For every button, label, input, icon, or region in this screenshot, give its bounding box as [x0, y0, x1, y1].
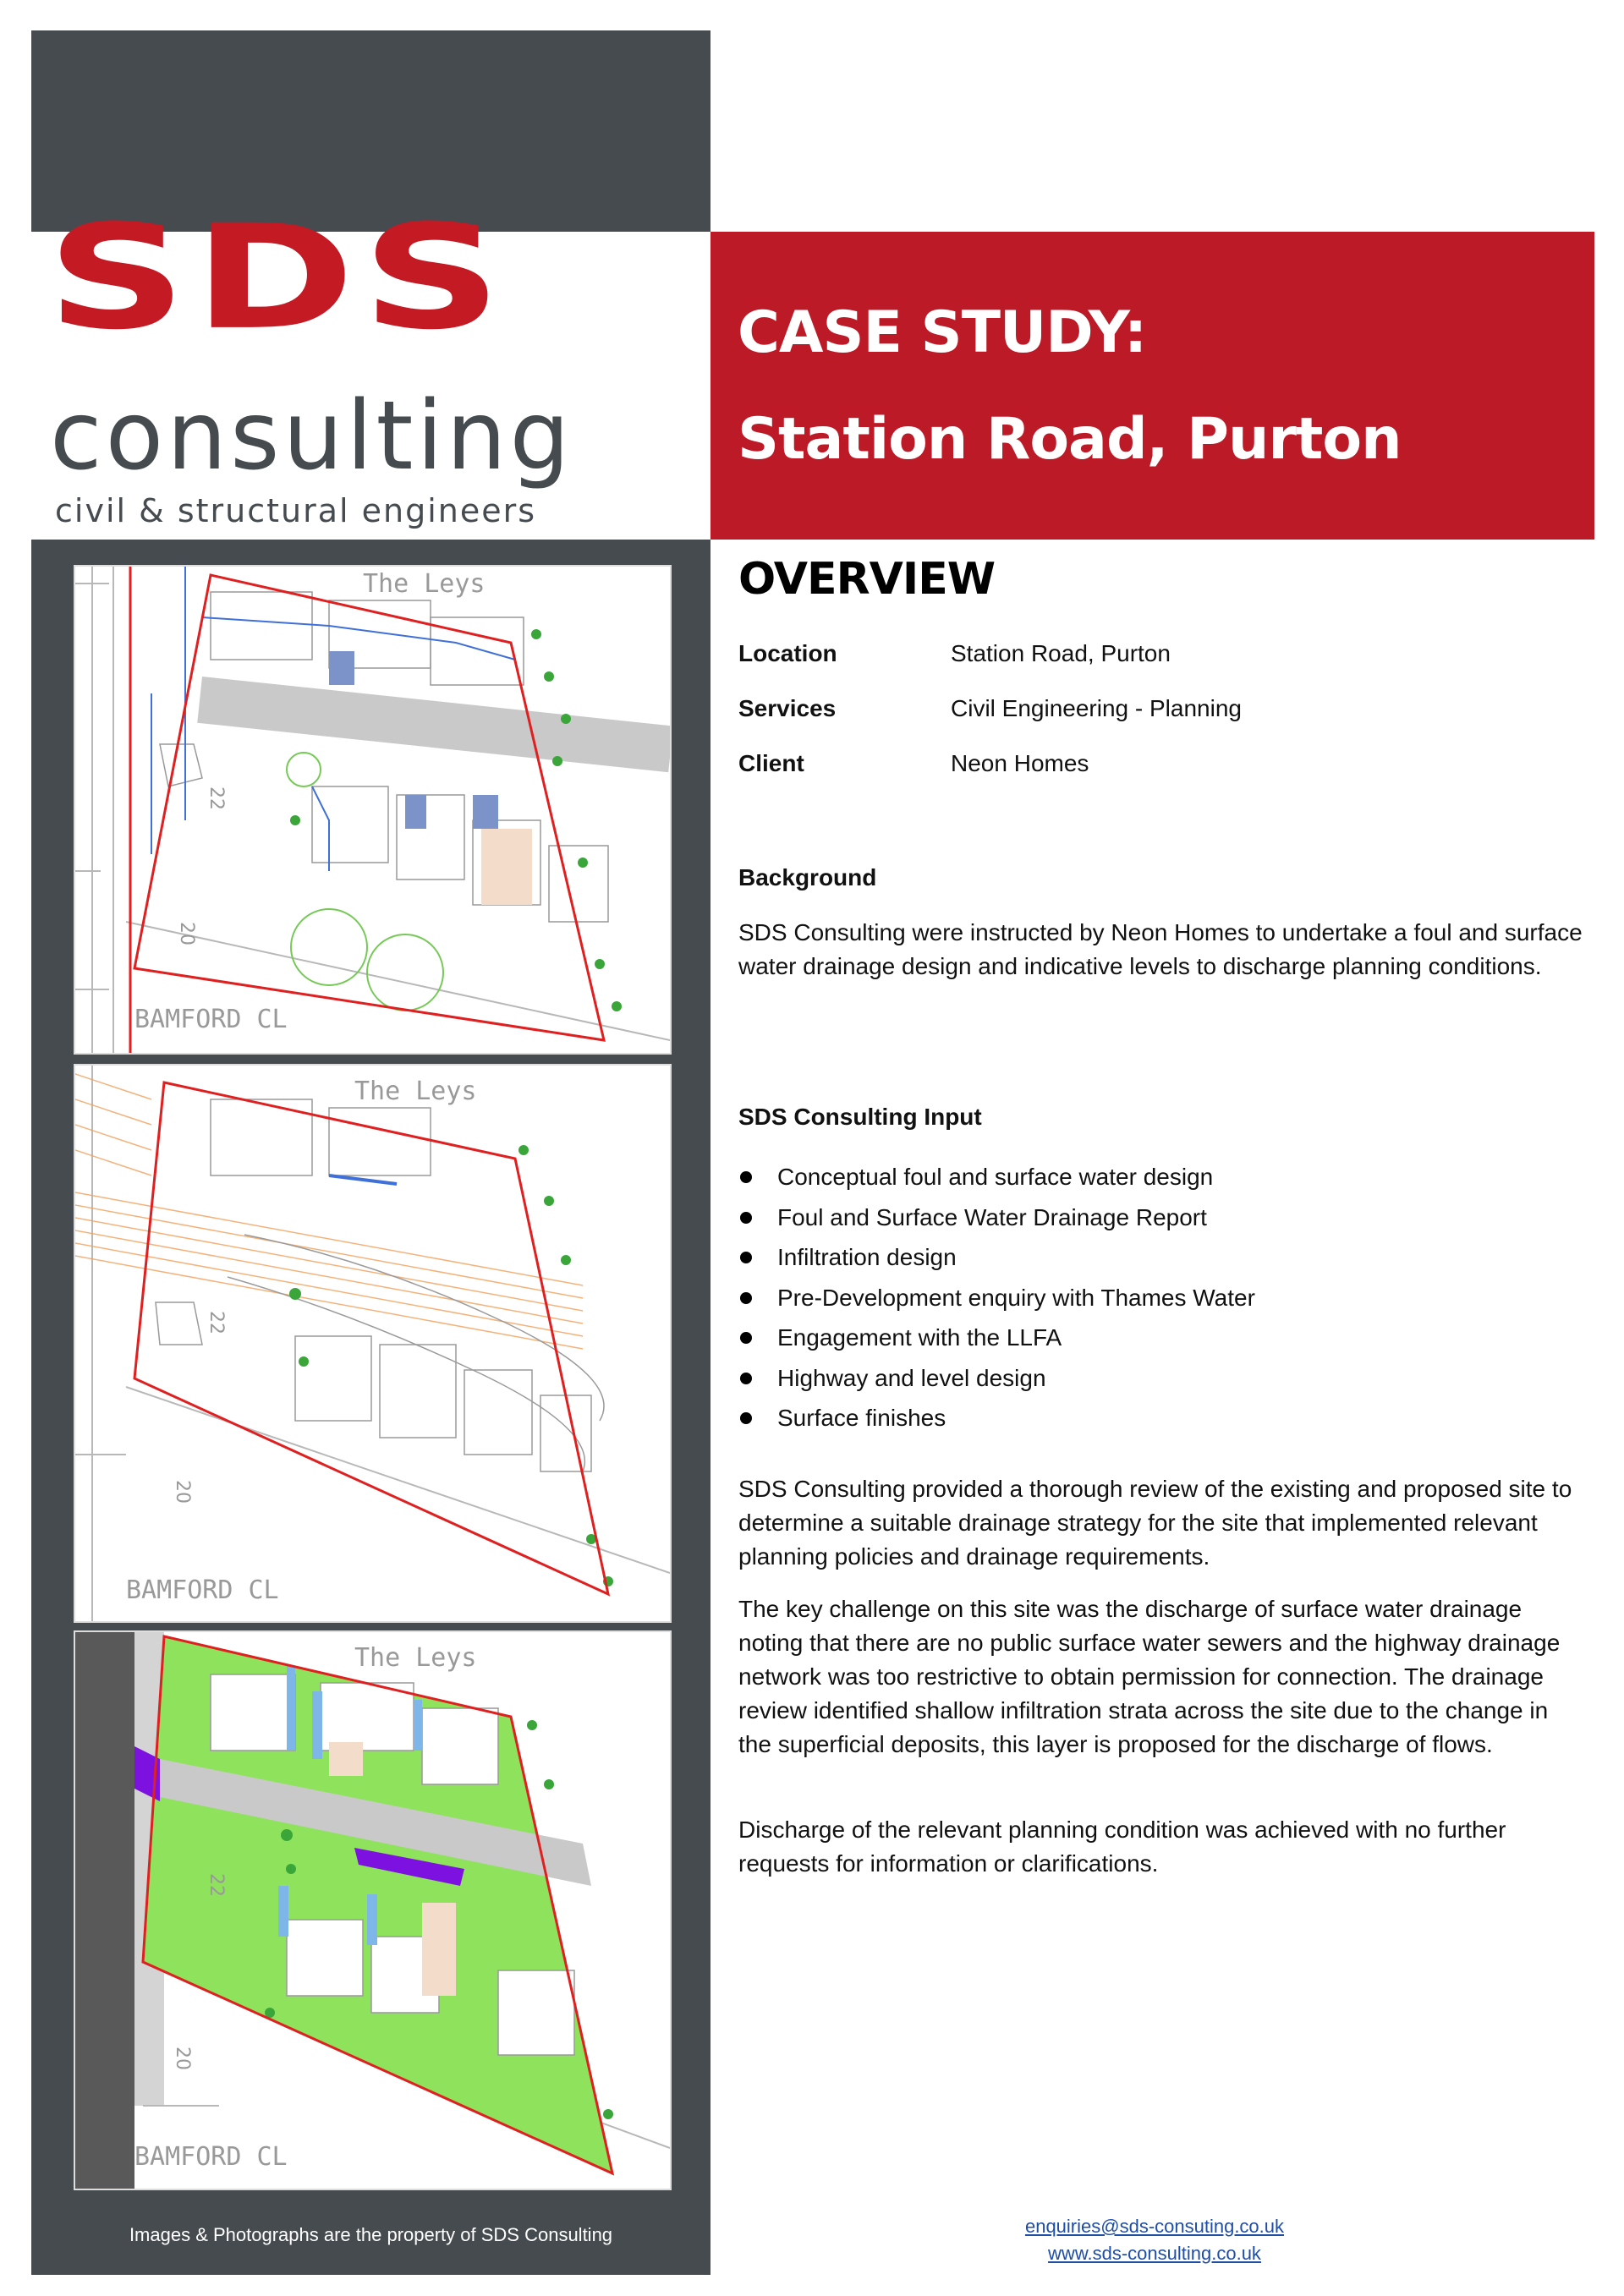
- website-link[interactable]: www.sds-consulting.co.uk: [1048, 2243, 1261, 2264]
- plot-number-22: 22: [206, 1873, 227, 1897]
- background-heading: Background: [738, 864, 877, 890]
- email-link[interactable]: enquiries@sds-consuting.co.uk: [1024, 2216, 1285, 2237]
- site-plan-finishes: [74, 1630, 672, 2190]
- overview-heading: OVERVIEW: [738, 554, 996, 605]
- logo-name: consulting: [50, 381, 573, 491]
- list-item: Surface finishes: [738, 1401, 1255, 1442]
- overview-label: Services: [738, 695, 837, 721]
- logo-brand: SDS: [47, 194, 509, 362]
- list-item: Conceptual foul and surface water design: [738, 1160, 1255, 1201]
- overview-label: Client: [738, 750, 804, 776]
- body-paragraph-challenge: The key challenge on this site was the discharge of surface water drainage noting that there are no public surface water sewers and the highway drainage network was too restrictive to obtain permission for connection. The drainage review identified shallow infiltration strata across the site due to the change in the superficial deposits, this layer is proposed for the discharge of flows.: [738, 1596, 1561, 1757]
- overview-value: Neon Homes: [951, 750, 1089, 776]
- bullet-icon: [740, 1373, 752, 1384]
- list-item: Highway and level design: [738, 1362, 1255, 1402]
- input-list: [738, 1160, 1255, 1442]
- image-credit: Images & Photographs are the property of SDS Consulting: [129, 2224, 613, 2245]
- banner-subtitle: Station Road, Purton: [738, 406, 1402, 473]
- plot-number-22: 22: [206, 1311, 227, 1334]
- site-plan-drainage: [74, 565, 672, 1055]
- bullet-icon: [740, 1332, 752, 1344]
- logo-tagline: civil & structural engineers: [55, 492, 537, 529]
- input-heading: SDS Consulting Input: [738, 1104, 982, 1130]
- banner-title: CASE STUDY:: [738, 299, 1147, 366]
- overview-value: Station Road, Purton: [951, 640, 1171, 666]
- street-label-top: The Leys: [354, 1077, 477, 1106]
- street-label-bottom: BAMFORD CL: [126, 1575, 279, 1605]
- title-banner: [710, 232, 1594, 540]
- list-item: Infiltration design: [738, 1241, 1255, 1281]
- plot-number-22: 22: [206, 786, 227, 810]
- body-paragraph-review: SDS Consulting provided a thorough review of the existing and proposed site to determine a suitable drainage strategy for the site that implemented relevant planning policies and drainage requirements.: [738, 1476, 1572, 1570]
- site-plan-levels: [74, 1064, 672, 1623]
- plot-number-20: 20: [176, 922, 197, 945]
- bullet-icon: [740, 1171, 752, 1183]
- plot-number-20: 20: [172, 1480, 193, 1504]
- company-logo: [47, 194, 702, 533]
- body-paragraph-outcome: Discharge of the relevant planning condition was achieved with no further requests for information or clarifications.: [738, 1817, 1506, 1877]
- bullet-icon: [740, 1212, 752, 1224]
- background-text: SDS Consulting were instructed by Neon Homes to undertake a foul and surface water drainage design and indicative levels to discharge planning conditions.: [738, 919, 1583, 979]
- overview-label: Location: [738, 640, 837, 666]
- plot-number-20: 20: [172, 2047, 193, 2070]
- street-label-top: The Leys: [363, 569, 486, 599]
- street-label-bottom: BAMFORD CL: [134, 1005, 288, 1034]
- street-label-top: The Leys: [354, 1643, 477, 1673]
- bullet-icon: [740, 1412, 752, 1424]
- list-item: Engagement with the LLFA: [738, 1321, 1255, 1362]
- street-label-bottom: BAMFORD CL: [134, 2142, 288, 2172]
- list-item: Foul and Surface Water Drainage Report: [738, 1201, 1255, 1241]
- bullet-icon: [740, 1252, 752, 1263]
- bullet-icon: [740, 1292, 752, 1304]
- list-item: Pre-Development enquiry with Thames Water: [738, 1281, 1255, 1322]
- overview-value: Civil Engineering - Planning: [951, 695, 1242, 721]
